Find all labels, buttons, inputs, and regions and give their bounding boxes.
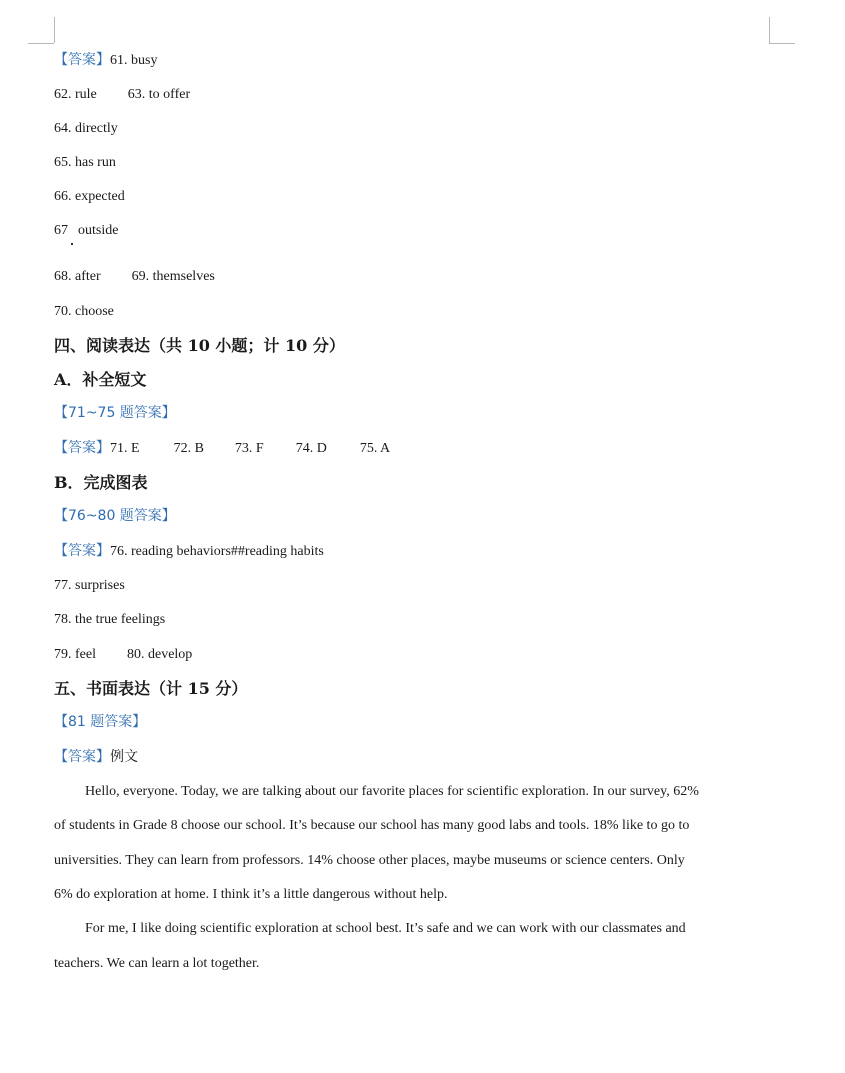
essay-line: Hello, everyone. Today, we are talking about our favorite places for scientific exploration. In our survey, 62%: [85, 784, 699, 799]
answer-70: 70. choose: [54, 304, 114, 319]
answer-tag: 【答案】: [54, 52, 110, 68]
answer-66: 66. expected: [54, 189, 125, 204]
answer-62-63: 62. rule 63. to offer: [54, 87, 191, 102]
section5-heading: 五、书面表达（计 15 分）: [54, 679, 248, 698]
essay-line: of students in Grade 8 choose our school. It’s because our school has many good labs and tools. 18% like to go to: [54, 818, 690, 833]
answer-64: 64. directly: [54, 121, 118, 136]
essay-line: universities. They can learn from professors. 14% choose other places, maybe museums or science centers. Only: [54, 853, 685, 868]
answer-78: 78. the true feelings: [54, 612, 166, 627]
section4-heading: 四、阅读表达（共 10 小题；计 10 分）: [54, 336, 345, 355]
tag-81: 【81 题答案】: [54, 714, 147, 730]
answer-65: 65. has run: [54, 155, 116, 170]
essay-line: For me, I like doing scientific exploration at school best. It’s safe and we can work with our classmates and: [85, 921, 686, 936]
answer-tag: 【答案】: [54, 440, 110, 456]
answer-77: 77. surprises: [54, 578, 125, 593]
answer-68-69: 68. after 69. themselves: [54, 269, 215, 284]
essay-line: teachers. We can learn a lot together.: [54, 956, 260, 971]
answer-61: 【答案】61. busy: [54, 52, 158, 68]
answer-tag: 【答案】: [54, 749, 110, 765]
corner-mark-top-right: [769, 17, 770, 43]
answer-76: 【答案】76. reading behaviors##reading habits: [54, 543, 324, 559]
corner-mark-top-right: [769, 43, 795, 44]
answers-71-75: 【答案】71. E 72. B 73. F 74. D 75. A: [54, 440, 391, 456]
answer-81-label: 【答案】例文: [54, 749, 138, 765]
corner-mark-top-left: [28, 43, 54, 44]
answer-79-80: 79. feel 80. develop: [54, 647, 193, 662]
answer-67: 67 outside: [54, 223, 119, 238]
part-b-tag: 【76~80 题答案】: [54, 508, 176, 524]
part-a-tag: 【71~75 题答案】: [54, 405, 176, 421]
part-a-heading: A．补全短文: [54, 370, 147, 389]
essay-line: 6% do exploration at home. I think it’s a little dangerous without help.: [54, 887, 448, 902]
stray-dot: [71, 243, 73, 245]
part-b-heading: B．完成图表: [54, 473, 148, 492]
corner-mark-top-left: [54, 17, 55, 43]
answer-tag: 【答案】: [54, 543, 110, 559]
